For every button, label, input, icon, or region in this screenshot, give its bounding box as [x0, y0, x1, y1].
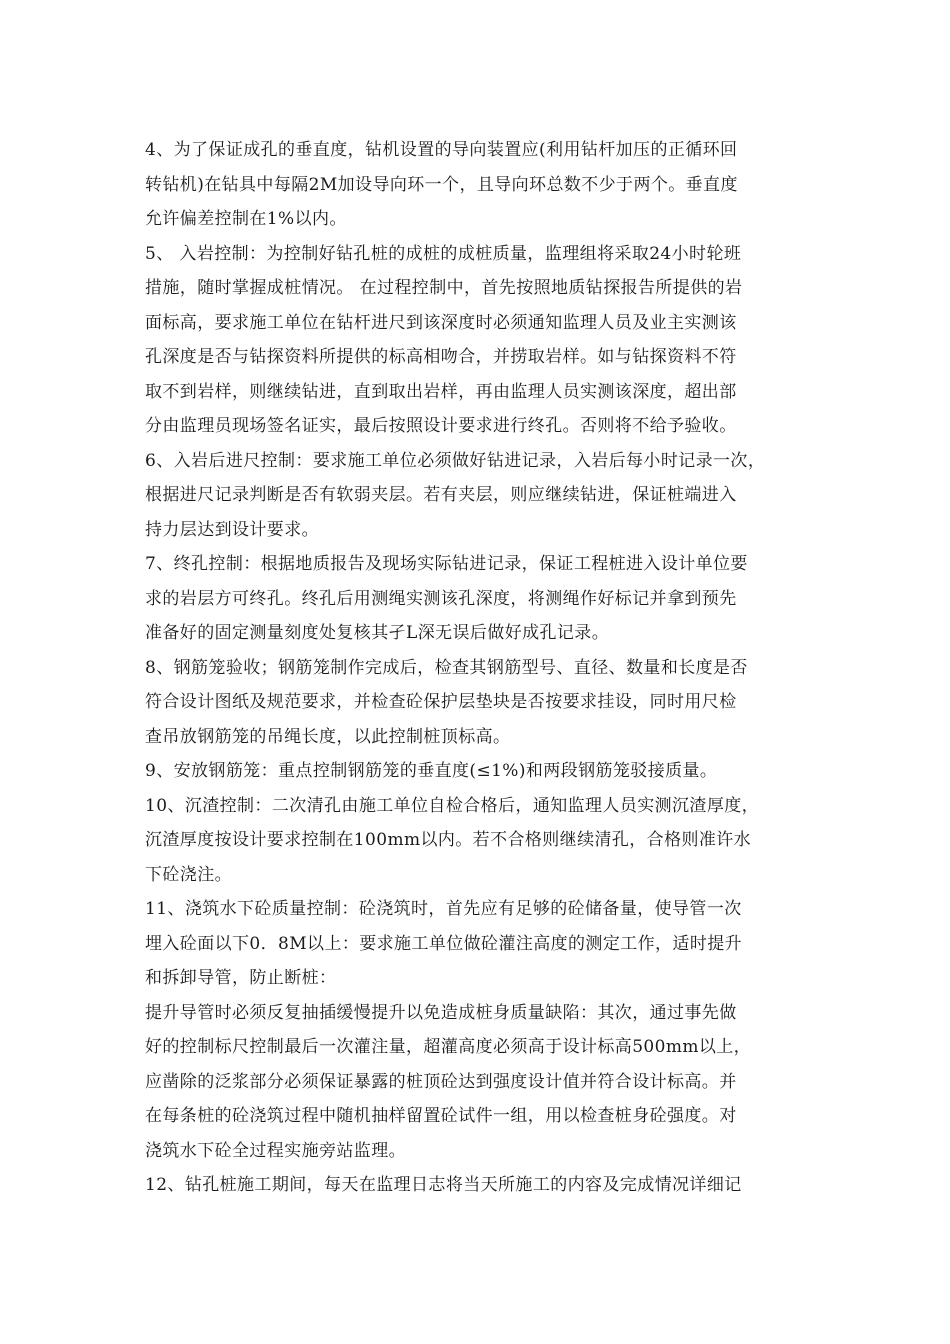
- text-line-5: 措施，随时掌握成桩情况。 在过程控制中，首先按照地质钻探报告所提供的岩: [145, 278, 743, 298]
- text-line-21: 沉渣厚度按设计要求控制在100mm以内。若不合格则继续清孔，合格则准许水: [145, 830, 752, 850]
- text-line-20: 10、沉渣控制：二次清孔由施工单位自检合格后，通知监理人员实测沉渣厚度，: [145, 795, 760, 816]
- text-line-22: 下砼浇注。: [145, 864, 232, 885]
- text-line-24: 埋入砼面以下0．8M以上：要求施工单位做砼灌注高度的测定工作，适时提升: [145, 933, 743, 954]
- text-line-26: 提升导管时必须反复抽插缓慢提升以免造成桩身质量缺陷：其次，通过事先做: [145, 1002, 737, 1023]
- text-line-27: 好的控制标尺控制最后一次灌注量，超灌高度必须高于设计标高500mm以上，: [145, 1037, 752, 1057]
- text-line-13: 7、终孔控制：根据地质报告及现场实际钻进记录，保证工程桩进入设计单位要: [145, 554, 748, 574]
- text-line-6: 面标高，要求施工单位在钻杆进尺到该深度时必须通知监理人员及业主实测该: [145, 312, 737, 333]
- text-line-11: 根据进尺记录判断是否有软弱夹层。若有夹层，则应继续钻进，保证桩端进入: [145, 485, 737, 505]
- text-line-14: 求的岩层方可终孔。终孔后用测绳实测该孔深度，将测绳作好标记并拿到预先: [145, 588, 737, 609]
- text-line-28: 应凿除的泛浆部分必须保证暴露的桩顶砼达到强度设计值并符合设计标高。并: [145, 1071, 737, 1092]
- text-line-29: 在每条桩的砼浇筑过程中随机抽样留置砼试件一组，用以检查桩身砼强度。对: [145, 1106, 737, 1126]
- text-line-18: 查吊放钢筋笼的吊绳长度，以此控制桩顶标高。: [145, 726, 511, 747]
- text-line-4: 5、 入岩控制：为控制好钻孔桩的成桩的成桩质量，监理组将采取24小时轮班: [145, 243, 742, 264]
- text-line-3: 允许偏差控制在1%以内。: [145, 209, 347, 229]
- text-line-23: 11、浇筑水下砼质量控制：砼浇筑时，首先应有足够的砼储备量，使导管一次: [145, 899, 742, 919]
- text-line-7: 孔深度是否与钻探资料所提供的标高相吻合，并捞取岩样。如与钻探资料不符: [145, 347, 737, 367]
- text-line-2: 转钻机)在钻具中每隔2M加设导向环一个，且导向环总数不少于两个。垂直度: [145, 174, 738, 195]
- text-line-9: 分由监理员现场签名证实，最后按照设计要求进行终孔。否则将不给予验收。: [145, 416, 737, 436]
- text-line-10: 6、入岩后进尺控制：要求施工单位必须做好钻进记录，入岩后每小时记录一次，: [145, 450, 766, 471]
- text-line-1: 4、为了保证成孔的垂直度，钻机设置的导向装置应(利用钻杆加压的正循环回: [145, 140, 738, 160]
- text-line-31: 12、钻孔桩施工期间，每天在监理日志将当天所施工的内容及完成情况详细记: [145, 1175, 742, 1195]
- body-text: [145, 133, 815, 1203]
- text-line-17: 符合设计图纸及规范要求，并检查砼保护层垫块是否按要求挂设，同时用尺检: [145, 692, 737, 712]
- text-line-19: 9、安放钢筋笼：重点控制钢筋笼的垂直度(≤1%)和两段钢筋笼驳接质量。: [145, 761, 718, 781]
- text-line-16: 8、钢筋笼验收；钢筋笼制作完成后，检查其钢筋型号、直径、数量和长度是否: [145, 657, 748, 678]
- text-line-30: 浇筑水下砼全过程实施旁站监理。: [145, 1140, 406, 1161]
- text-line-25: 和拆卸导管，防止断桩：: [145, 968, 337, 988]
- text-line-8: 取不到岩样，则继续钻进，直到取出岩样，再由监理人员实测该深度，超出部: [145, 381, 737, 402]
- text-line-12: 持力层达到设计要求。: [145, 519, 319, 540]
- text-line-15: 准备好的固定测量刻度处复核其孑L深无误后做好成孔记录。: [145, 623, 610, 643]
